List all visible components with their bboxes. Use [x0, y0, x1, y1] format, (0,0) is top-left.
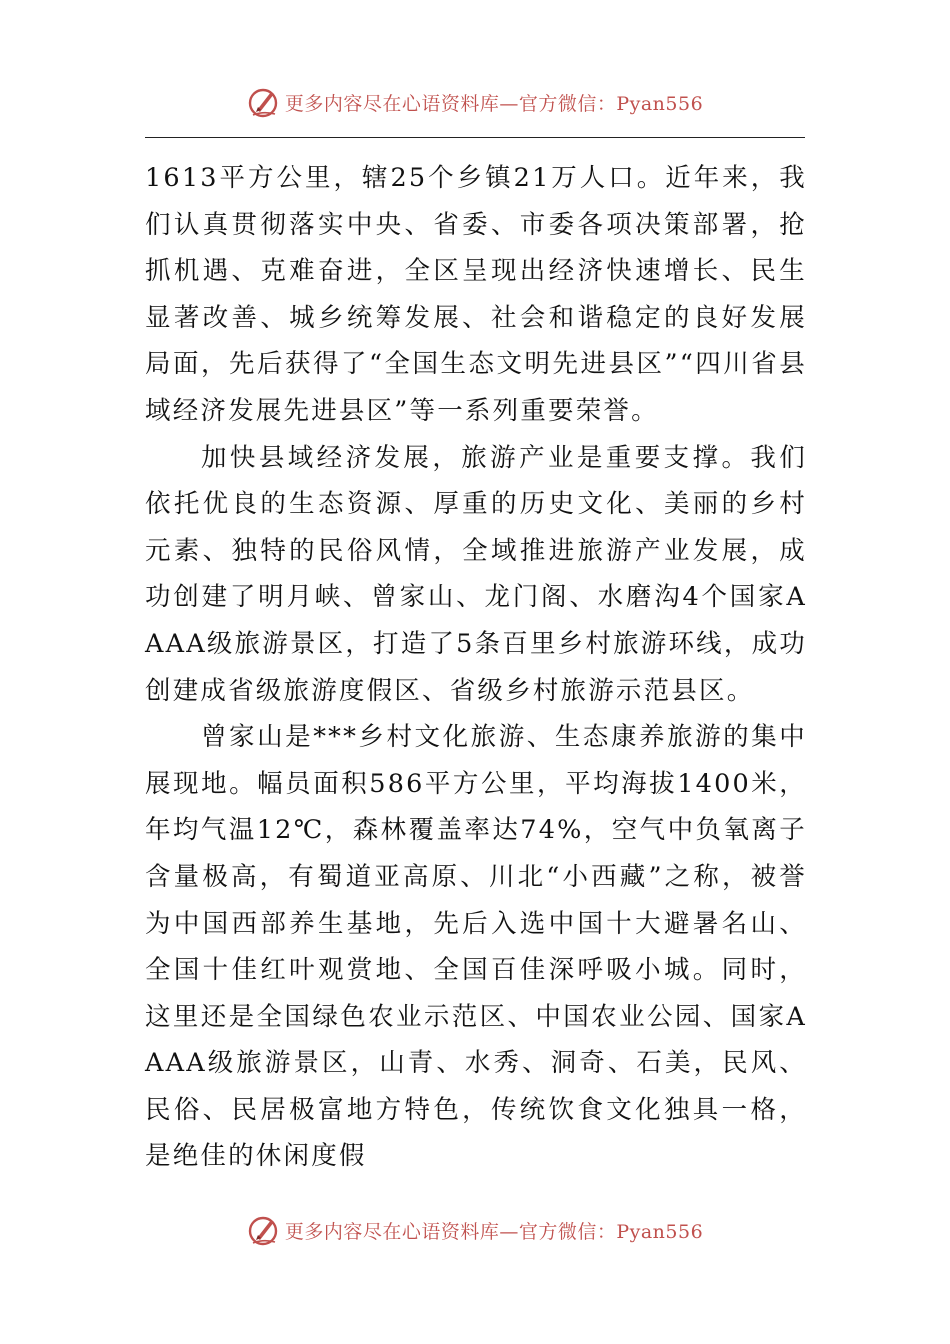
header-banner-text: 更多内容尽在心语资料库—官方微信：Pyan556 [284, 92, 704, 115]
pen-quill-circle-icon [247, 85, 281, 119]
header-banner [0, 82, 950, 122]
pen-quill-circle-icon [247, 1213, 281, 1247]
footer-banner-text: 更多内容尽在心语资料库—官方微信：Pyan556 [284, 1220, 704, 1243]
paragraph-2: 加快县域经济发展，旅游产业是重要支撑。我们依托优良的生态资源、厚重的历史文化、美丽的乡村元素、独特的民俗风情，全域推进旅游产业发展，成功创建了明月峡、曾家山、龙门阁、水磨沟4个国家AAAA级旅游景区，打造了5条百里乡村旅游环线，成功创建成省级旅游度假区、省级乡村旅游示范县区。 [145, 442, 807, 706]
header-divider [145, 137, 805, 138]
document-body [145, 155, 807, 1180]
paragraph-3: 曾家山是***乡村文化旅游、生态康养旅游的集中展现地。幅员面积586平方公里，平均海拔1400米，年均气温12℃，森林覆盖率达74%，空气中负氧离子含量极高，有蜀道亚高原、川北“小西藏”之称，被誉为中国西部养生基地，先后入选中国十大避暑名山、全国十佳红叶观赏地、全国百佳深呼吸小城。同时，这里还是全国绿色农业示范区、中国农业公园、国家AAAA级旅游景区，山青、水秀、洞奇、石美，民风、民俗、民居极富地方特色，传统饮食文化独具一格，是绝佳的休闲度假 [145, 722, 807, 1172]
footer-banner [0, 1210, 950, 1250]
paragraph-1: 1613平方公里，辖25个乡镇21万人口。近年来，我们认真贯彻落实中央、省委、市委各项决策部署，抢抓机遇、克难奋进，全区呈现出经济快速增长、民生显著改善、城乡统筹发展、社会和谐稳定的良好发展局面，先后获得了“全国生态文明先进县区”“四川省县域经济发展先进县区”等一系列重要荣誉。 [145, 163, 807, 426]
